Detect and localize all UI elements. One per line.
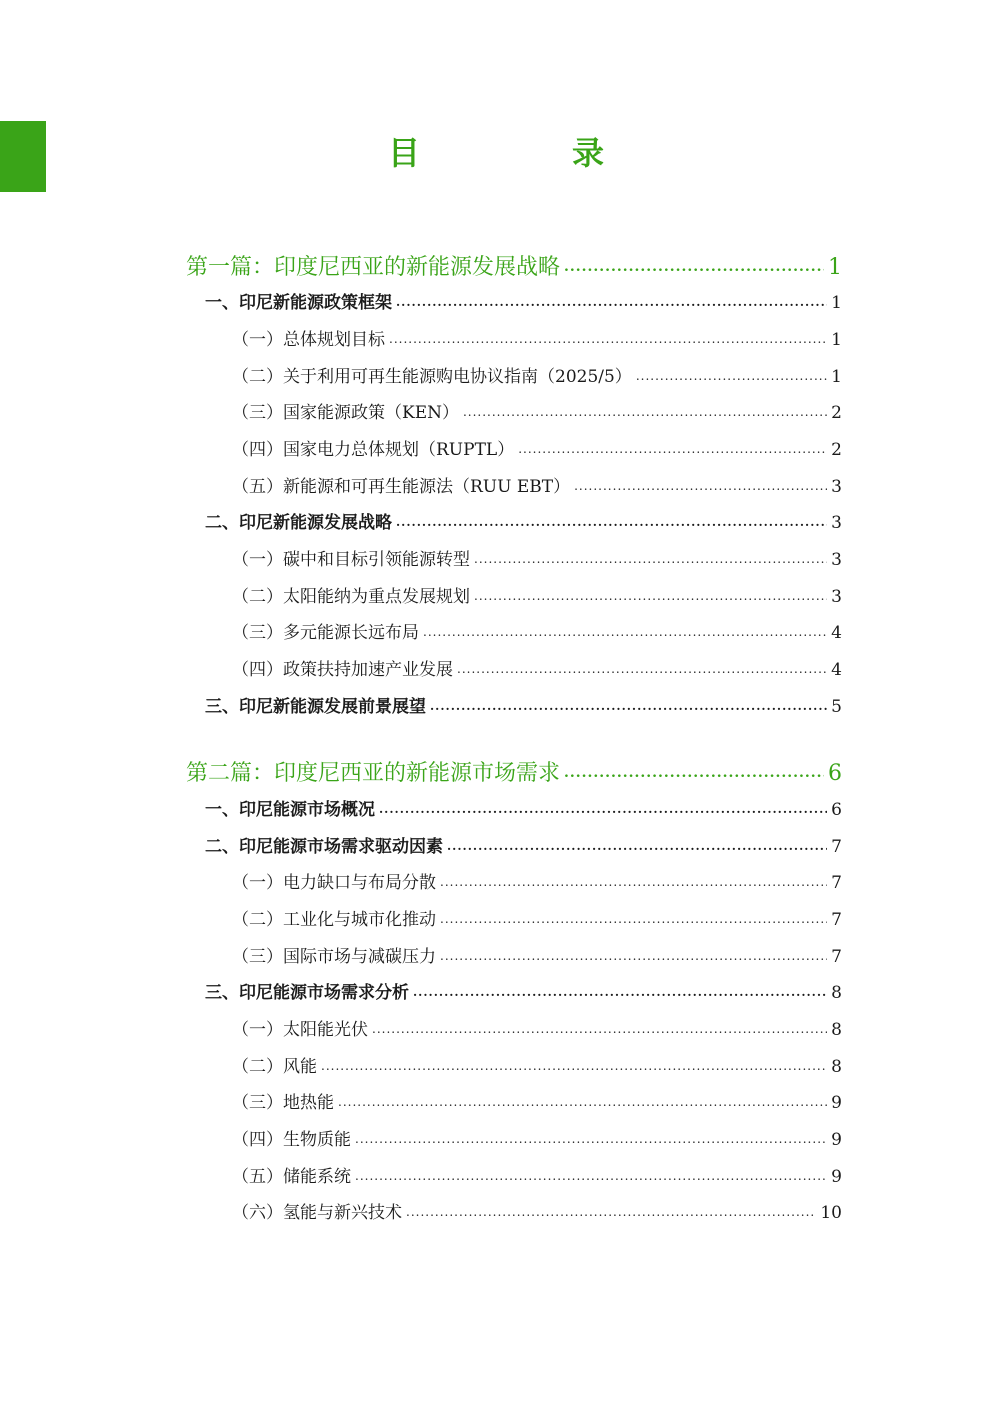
toc-entry[interactable]: [232, 362, 842, 387]
toc-entry-label: 一、印尼新能源政策框架: [205, 293, 392, 313]
toc-entry-label: （四）生物质能: [232, 1130, 351, 1150]
toc-entry-page: 9: [831, 1130, 842, 1150]
toc-entry-label: （三）国际市场与减碳压力: [232, 947, 436, 967]
toc-entry[interactable]: [205, 978, 842, 1003]
toc-entry[interactable]: [205, 832, 842, 857]
toc-entry-page: 9: [831, 1167, 842, 1187]
toc-entry-label: （三）地热能: [232, 1093, 334, 1113]
toc-dot-leader: [474, 585, 827, 602]
toc-entry[interactable]: [205, 795, 842, 820]
toc-dot-leader: [447, 835, 827, 852]
toc-entry-label: 三、印尼能源市场需求分析: [205, 983, 409, 1003]
toc-entry-label: 一、印尼能源市场概况: [205, 800, 375, 820]
toc-dot-leader: [423, 621, 827, 638]
toc-dot-leader: [440, 908, 827, 925]
toc-entry-label: （五）储能系统: [232, 1167, 351, 1187]
toc-dot-leader: [474, 548, 827, 565]
toc-entry[interactable]: [232, 1088, 842, 1113]
toc-entry-page: 7: [831, 837, 842, 857]
toc-entry-label: （二）工业化与城市化推动: [232, 910, 436, 930]
toc-entry[interactable]: [232, 1015, 842, 1040]
toc-dot-leader: [457, 658, 827, 675]
toc-entry-label: （三）多元能源长远布局: [232, 623, 419, 643]
toc-entry[interactable]: [232, 1125, 842, 1150]
toc-entry-label: （一）太阳能光伏: [232, 1020, 368, 1040]
toc-entry-page: 9: [831, 1093, 842, 1113]
toc-dot-leader: [396, 511, 827, 528]
toc-entry-page: 1: [831, 293, 842, 313]
toc-entry-label: （一）电力缺口与布局分散: [232, 873, 436, 893]
toc-entry-label: （二）关于利用可再生能源购电协议指南（2025/5）: [232, 367, 632, 387]
toc-dot-leader: [355, 1165, 827, 1182]
toc-entry-label: 二、印尼能源市场需求驱动因素: [205, 837, 443, 857]
toc-entry-label: （六）氢能与新兴技术: [232, 1203, 402, 1223]
toc-entry-page: 8: [831, 1020, 842, 1040]
toc-dot-leader: [406, 1201, 816, 1218]
toc-dot-leader: [338, 1091, 827, 1108]
toc-entry[interactable]: [232, 545, 842, 570]
toc-entry-page: 7: [831, 947, 842, 967]
toc-dot-leader: [372, 1018, 827, 1035]
toc-dot-leader: [396, 291, 827, 308]
toc-entry-page: 10: [820, 1203, 842, 1223]
toc-entry-page: 1: [831, 367, 842, 387]
toc-dot-leader: [574, 475, 827, 492]
toc-dot-leader: [440, 945, 827, 962]
toc-entry[interactable]: [232, 1162, 842, 1187]
toc-entry[interactable]: [232, 905, 842, 930]
toc-entry-label: （一）碳中和目标引领能源转型: [232, 550, 470, 570]
toc-dot-leader: [463, 401, 827, 418]
toc-entry-label: （一）总体规划目标: [232, 330, 385, 350]
toc-entry-label: （二）太阳能纳为重点发展规划: [232, 587, 470, 607]
toc-dot-leader: [389, 328, 827, 345]
toc-entry[interactable]: [232, 472, 842, 497]
toc-entry[interactable]: [232, 868, 842, 893]
toc-entry-page: 2: [831, 403, 842, 423]
toc-entry[interactable]: [232, 325, 842, 350]
toc-entry[interactable]: [186, 250, 842, 281]
toc-entry[interactable]: [232, 435, 842, 460]
toc-entry[interactable]: [232, 582, 842, 607]
toc-entry-page: 4: [831, 660, 842, 680]
toc-entry-page: 1: [831, 330, 842, 350]
toc-entry-label: （五）新能源和可再生能源法（RUU EBT）: [232, 477, 571, 497]
toc-entry-page: 3: [831, 513, 842, 533]
toc-dot-leader: [636, 365, 827, 382]
toc-entry[interactable]: [232, 1052, 842, 1077]
toc-dot-leader: [518, 438, 827, 455]
toc-entry[interactable]: [232, 942, 842, 967]
toc-entry[interactable]: [205, 692, 842, 717]
toc-entry[interactable]: [232, 398, 842, 423]
toc-entry-label: 二、印尼新能源发展战略: [205, 513, 392, 533]
toc-dot-leader: [440, 871, 827, 888]
toc-entry-page: 4: [831, 623, 842, 643]
toc-entry-page: 6: [828, 761, 842, 786]
toc-entry[interactable]: [232, 618, 842, 643]
toc-entry-page: 3: [831, 587, 842, 607]
toc-entry-page: 8: [831, 1057, 842, 1077]
page-title: 目 录: [387, 134, 664, 172]
toc-dot-leader: [413, 981, 827, 998]
toc-entry-page: 2: [831, 440, 842, 460]
toc-entry-label: （四）国家电力总体规划（RUPTL）: [232, 440, 515, 460]
toc-entry-page: 6: [831, 800, 842, 820]
toc-dot-leader: [430, 695, 827, 712]
toc-dot-leader: [564, 758, 824, 780]
toc-entry[interactable]: [205, 288, 842, 313]
toc-dot-leader: [321, 1055, 827, 1072]
toc-entry-page: 8: [831, 983, 842, 1003]
toc-dot-leader: [379, 798, 827, 815]
toc-entry-page: 3: [831, 550, 842, 570]
toc-entry-label: 三、印尼新能源发展前景展望: [205, 697, 426, 717]
toc-entry-page: 1: [828, 255, 842, 280]
toc-entry-label: （二）风能: [232, 1057, 317, 1077]
toc-entry-page: 7: [831, 873, 842, 893]
toc-entry-label: （四）政策扶持加速产业发展: [232, 660, 453, 680]
toc-entry[interactable]: [232, 655, 842, 680]
toc-entry-page: 7: [831, 910, 842, 930]
toc-dot-leader: [564, 252, 824, 274]
toc-entry-page: 3: [831, 477, 842, 497]
toc-entry-label: 第二篇：印度尼西亚的新能源市场需求: [186, 761, 561, 786]
toc-entry[interactable]: [205, 508, 842, 533]
toc-entry[interactable]: [232, 1198, 842, 1223]
toc-dot-leader: [355, 1128, 827, 1145]
toc-entry-label: （三）国家能源政策（KEN）: [232, 403, 459, 423]
toc-entry-page: 5: [831, 697, 842, 717]
toc-entry[interactable]: [186, 756, 842, 787]
toc-entry-label: 第一篇：印度尼西亚的新能源发展战略: [186, 255, 561, 280]
